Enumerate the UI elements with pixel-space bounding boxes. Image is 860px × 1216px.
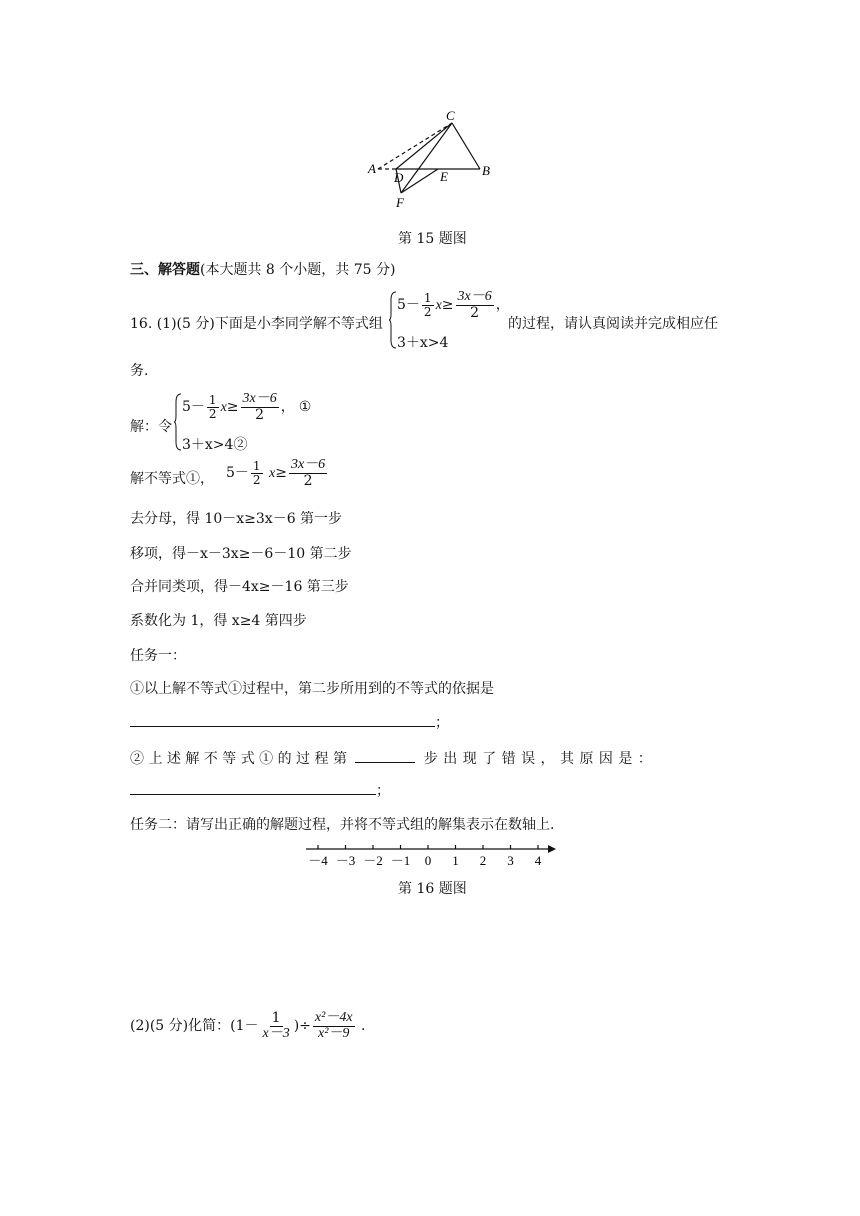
task1-question2: ② 上 述 解 不 等 式 ① 的 过 程 第 步 出 现 了 错 误 ， 其 原 因 是 ： (130, 746, 652, 768)
answer-blank-step[interactable] (355, 746, 415, 763)
brace-icon (174, 392, 182, 452)
task1-heading: 任务一： (130, 648, 186, 664)
fig16-caption: 第 16 题图 (398, 881, 467, 897)
number-line-tick-label: －3 (335, 853, 356, 868)
label-F: F (396, 195, 404, 210)
label-E: E (440, 169, 448, 184)
solution-label: 解：令 (130, 419, 172, 435)
label-A: A (368, 161, 376, 176)
number-line-tick-label: －4 (308, 853, 328, 868)
segment-FE (401, 169, 438, 193)
part2-expression: (2)(5 分)化简：(1－ $\frac{1}{x-3}$ )÷ $\frac{\text{x²－4x}}{\text{x²－9}}$ . (130, 1010, 366, 1041)
number-line-tick-label: 1 (452, 853, 459, 868)
label-C: C (446, 108, 455, 123)
label-B: B (482, 163, 490, 178)
answer-blank-1[interactable]: ； (130, 710, 449, 732)
segment-CB (452, 123, 480, 169)
number-line-tick-label: －1 (390, 853, 411, 868)
number-line (300, 843, 560, 873)
system-line2: 3＋x>4 (397, 335, 449, 351)
step-2: 移项，得－x－3x≥－6－10 第二步 (130, 546, 352, 562)
q16-intro-prefix: 16. (1)(5 分)下面是小李同学解不等式组 (130, 316, 383, 332)
task2-text: 任务二：请写出正确的解题过程，并将不等式组的解集表示在数轴上. (130, 817, 555, 833)
step-3: 合并同类项，得－4x≥－16 第三步 (130, 579, 349, 595)
section-title: 三、解答题 (130, 262, 200, 278)
section-heading (130, 259, 395, 279)
solution-line2: 3＋x>4② (182, 437, 248, 453)
number-line-tick-label: 4 (534, 853, 542, 868)
figure-15 (360, 105, 500, 215)
answer-blank-2[interactable]: ； (130, 778, 390, 800)
q16-intro-suffix: 的过程，请认真阅读并完成相应任 (508, 316, 718, 332)
fig15-caption: 第 15 题图 (398, 231, 467, 247)
solve1-expression: 5－ $\frac{1}{2}$ x≥ $\frac{3x-6}{2}$ (226, 457, 326, 489)
solution-system: 5－ $\frac{1}{2}$ x≥ $\frac{3x-6}{2}$ ， ① 3＋x>4② (174, 392, 334, 452)
step-4: 系数化为 1，得 x≥4 第四步 (130, 613, 307, 629)
arrow-right-icon (548, 845, 556, 853)
section-note: (本大题共 8 个小题，共 75 分) (200, 262, 396, 278)
number-line-tick-label: 2 (479, 853, 487, 868)
segment-AC (378, 123, 452, 169)
solve1-label: 解不等式①， (130, 471, 214, 487)
number-line-tick-label: 0 (424, 853, 432, 868)
q16-intro-cont: 务. (130, 363, 149, 379)
step-1: 去分母，得 10－x≥3x－6 第一步 (130, 511, 343, 527)
task1-question1: ①以上解不等式①过程中，第二步所用到的不等式的依据是 (130, 681, 494, 697)
number-line-tick-label: 3 (507, 853, 514, 868)
brace-icon (389, 290, 397, 350)
number-line-tick-label: －2 (363, 853, 383, 868)
label-D: D (394, 170, 404, 185)
